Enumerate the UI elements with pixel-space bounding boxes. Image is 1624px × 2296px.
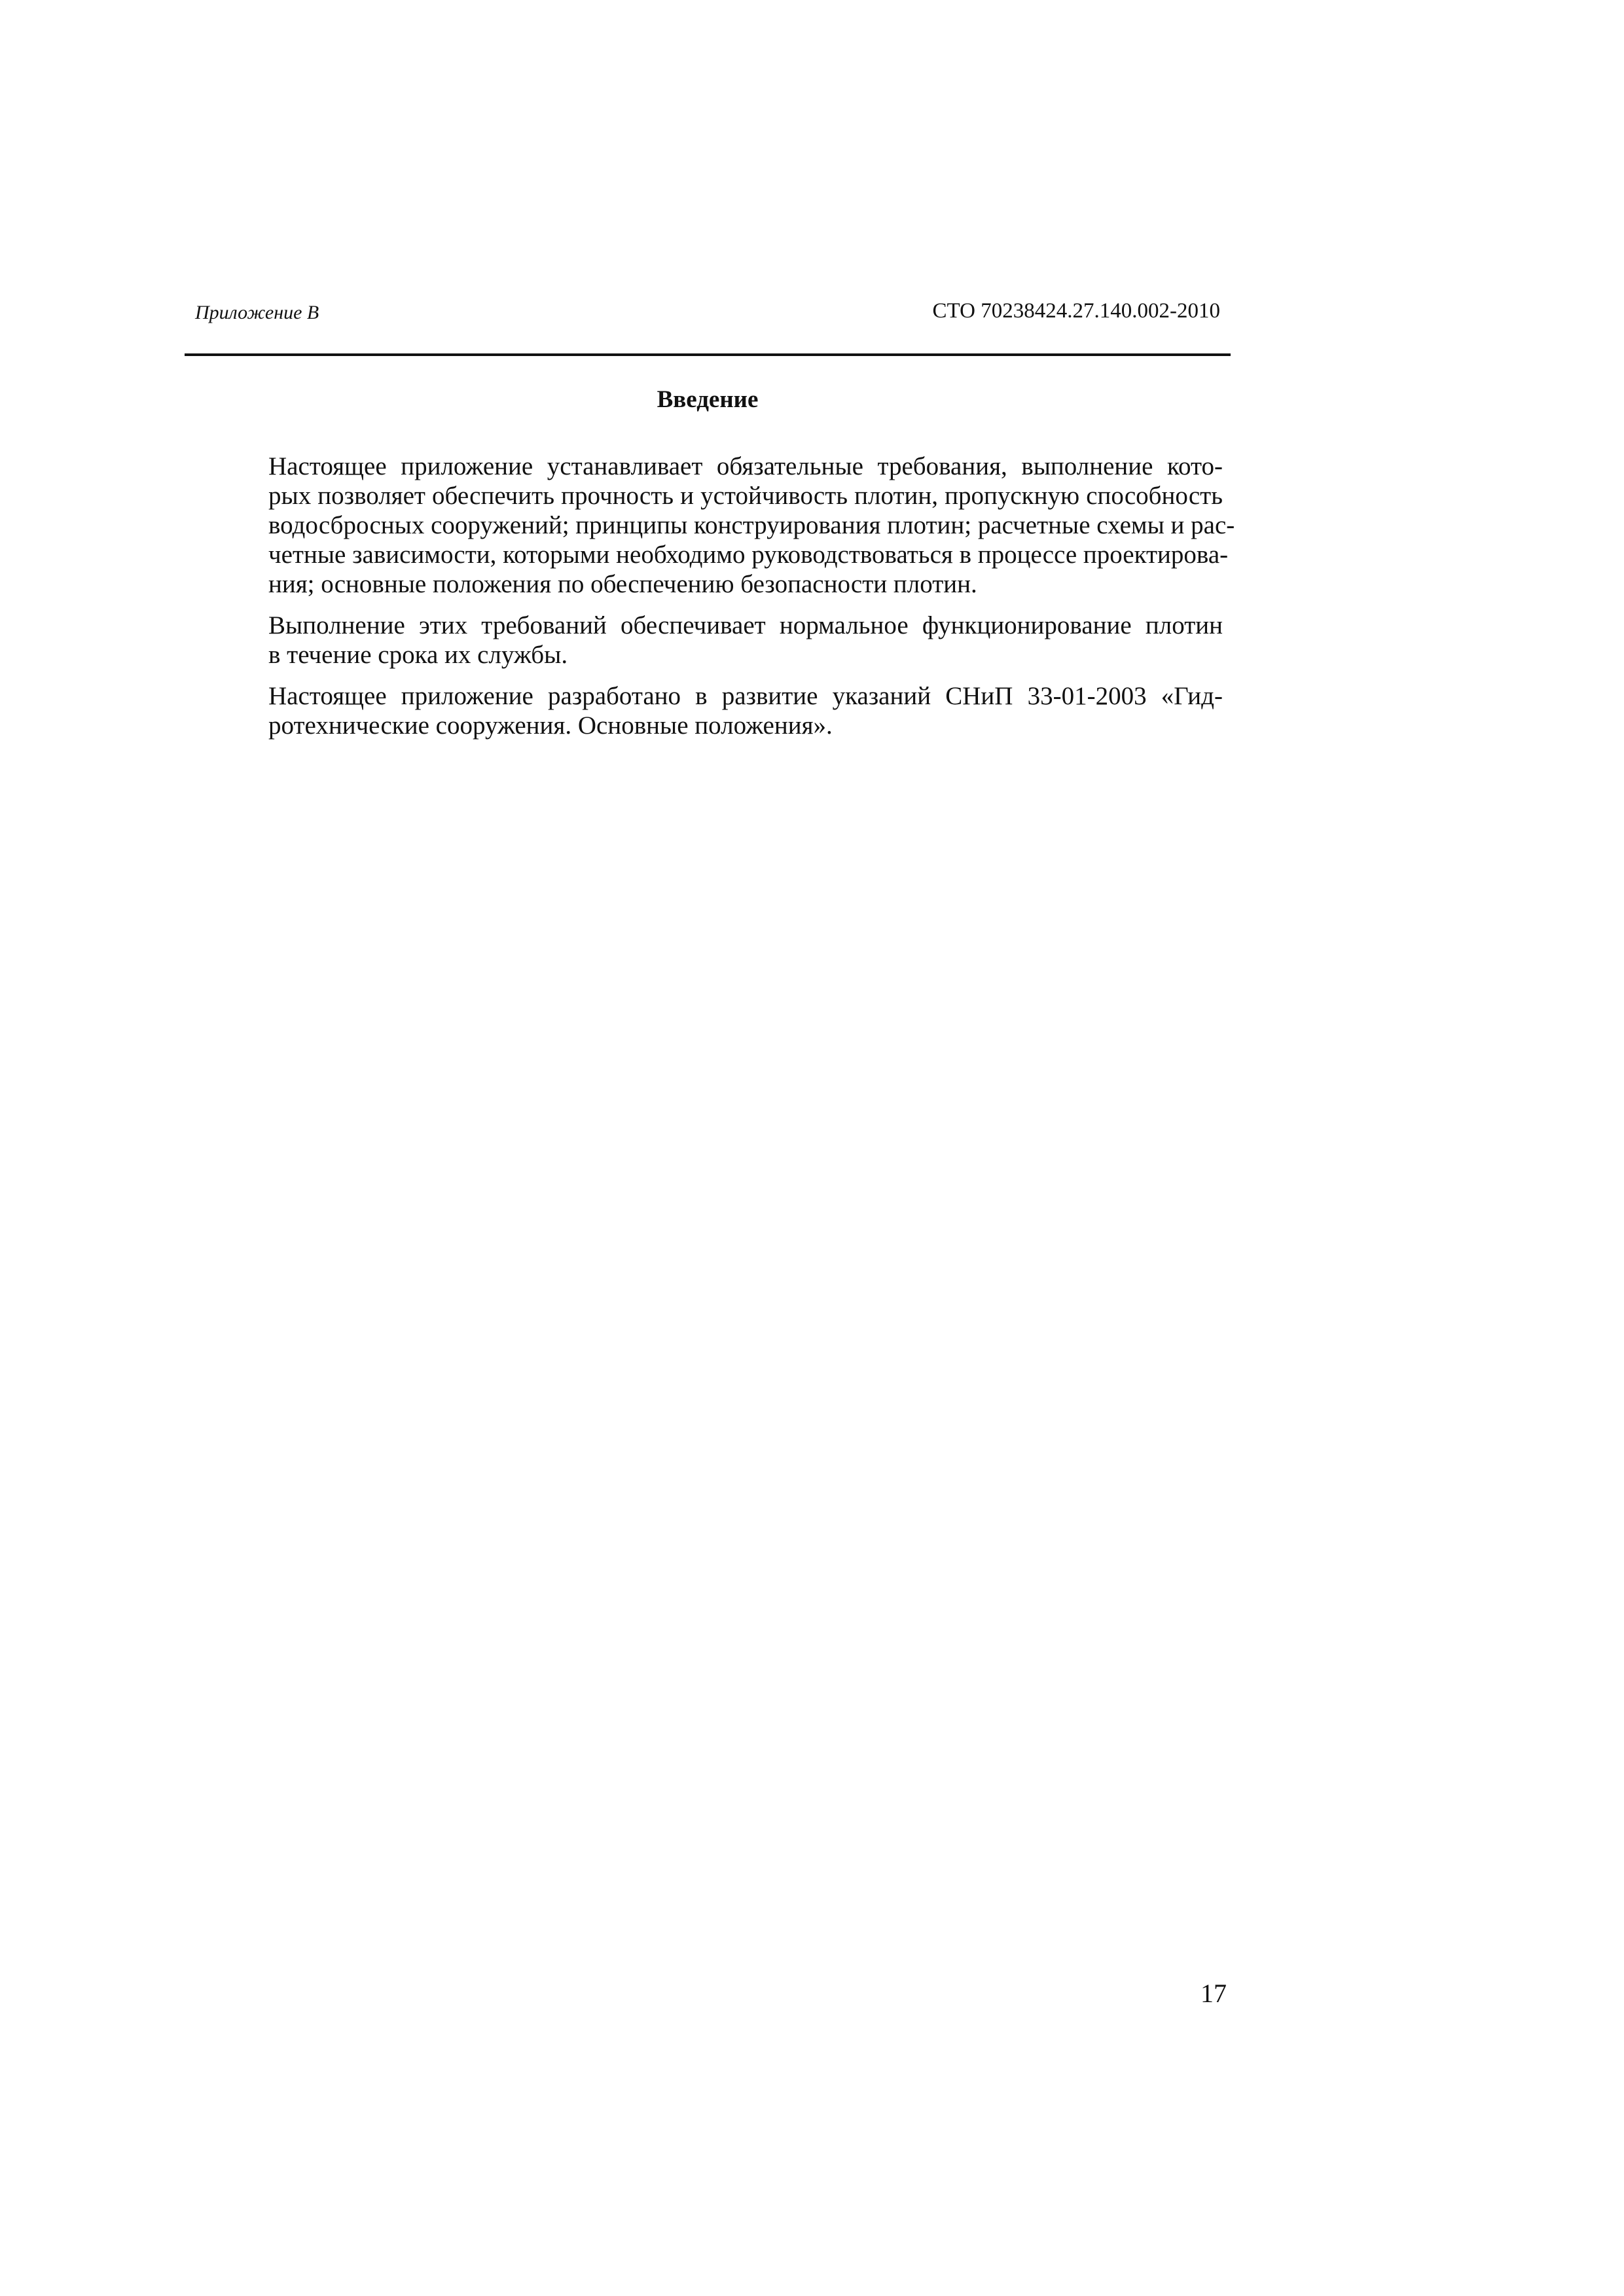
- paragraph-line: ротехнические сооружения. Основные положения».: [268, 711, 833, 740]
- running-header: [185, 295, 1231, 356]
- paragraph-2: [190, 611, 1223, 670]
- paragraph-line: Настоящее приложение разработано в развитие указаний СНиП 33-01-2003 «Гид-: [268, 682, 1223, 710]
- page-number: 17: [1200, 1979, 1227, 2008]
- paragraph-line: четные зависимости, которыми необходимо руководствоваться в процессе проектирова-: [268, 541, 1229, 569]
- paragraph-1: [190, 452, 1235, 599]
- paragraph-line: Выполнение этих требований обеспечивает нормальное функционирование плотин: [268, 611, 1223, 639]
- document-body: [190, 452, 1235, 752]
- paragraph-line: в течение срока их службы.: [268, 641, 568, 669]
- section-title: Введение: [657, 386, 759, 413]
- paragraph-line: водосбросных сооружений; принципы конструирования плотин; расчетные схемы и рас-: [268, 511, 1235, 539]
- paragraph-line: Настоящее приложение устанавливает обязательные требования, выполнение кото-: [268, 452, 1223, 480]
- document-code: СТО 70238424.27.140.002-2010: [932, 299, 1220, 323]
- appendix-label: Приложение В: [195, 302, 319, 323]
- paragraph-3: [190, 681, 1223, 740]
- paragraph-line: рых позволяет обеспечить прочность и устойчивость плотин, пропускную способность: [268, 482, 1223, 510]
- paragraph-line: ния; основные положения по обеспечению безопасности плотин.: [268, 570, 977, 598]
